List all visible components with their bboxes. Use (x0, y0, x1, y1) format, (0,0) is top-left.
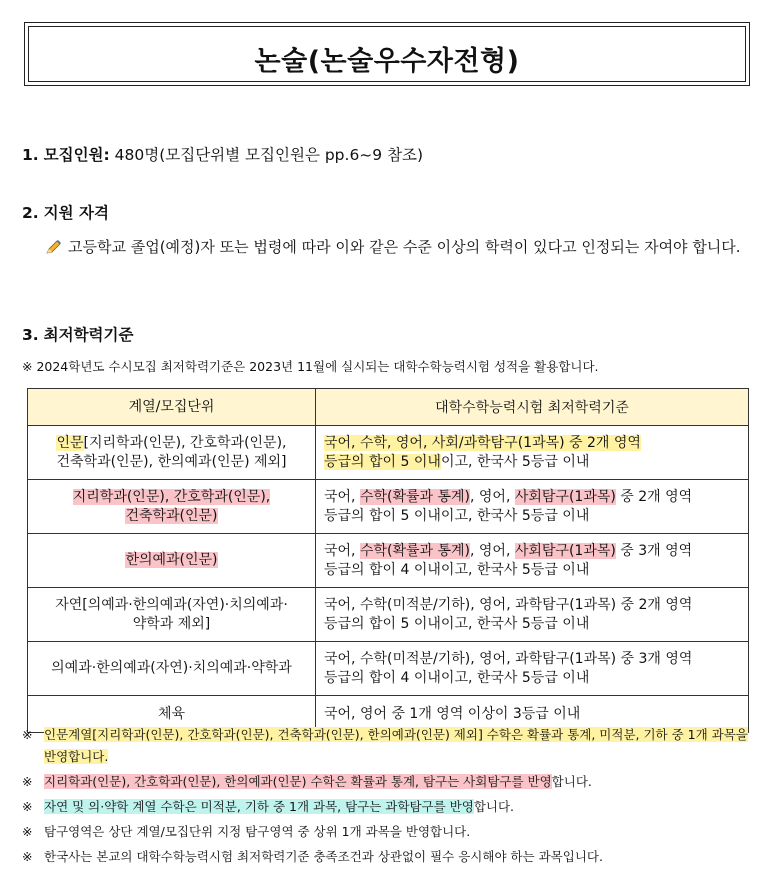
footnote (22, 724, 762, 768)
footnote-text: 인문계열[지리학과(인문), 간호학과(인문), 건축학과(인문), 한의예과(인문) 제외] 수학은 확률과 통계, 미적분, 기하 중 1개 과목을 반영합니다. (44, 727, 748, 764)
title-box (24, 22, 750, 86)
criteria-text: 중 3개 영역 (615, 542, 693, 559)
column-header-unit: 계열/모집단위 (28, 389, 316, 426)
criteria-cell (316, 534, 749, 588)
footnote-mark: ※ (22, 799, 33, 814)
section-recruitment (22, 143, 423, 165)
section-heading: 최저학력기준 (43, 326, 134, 344)
eligibility-text: 고등학교 졸업(예정)자 또는 법령에 따라 이와 같은 수준 이상의 학력이 있다고 인정되는 자여야 합니다. (68, 238, 741, 256)
criteria-text: , 영어, (470, 488, 515, 505)
section-number: 3. (22, 326, 39, 344)
unit-cell (28, 426, 316, 480)
footnote-text: 탐구영역은 상단 계열/모집단위 지정 탐구영역 중 상위 1개 과목을 반영합니다. (44, 824, 471, 839)
footnote (22, 771, 762, 793)
unit-text: 건축학과(인문), 한의예과(인문) 제외] (56, 453, 287, 470)
unit-text: 자연[의예과·한의예과(자연)·치의예과· (55, 596, 288, 613)
criteria-text: 등급의 합이 4 이내이고, 한국사 5등급 이내 (324, 561, 590, 578)
criteria-highlight: 수학(확률과 통계) (359, 488, 470, 505)
footnote-text: 한국사는 본교의 대학수학능력시험 최저학력기준 충족조건과 상관없이 필수 응시해야 하는 과목입니다. (44, 849, 603, 864)
unit-text: 체육 (157, 705, 186, 722)
criteria-text: 국어, 수학(미적분/기하), 영어, 과학탐구(1과목) 중 2개 영역 (324, 596, 693, 613)
section-text: 480명(모집단위별 모집인원은 pp.6~9 참조) (114, 146, 424, 164)
footnote-text: 합니다. (473, 799, 515, 814)
section-eligibility (22, 201, 109, 223)
unit-highlight: 건축학과(인문) (125, 507, 218, 524)
criteria-text: 국어, 수학(미적분/기하), 영어, 과학탐구(1과목) 중 3개 영역 (324, 650, 693, 667)
criteria-cell (316, 588, 749, 642)
section-note: ※ 2024학년도 수시모집 최저학력기준은 2023년 11월에 실시되는 대학수학능력시험 성적을 활용합니다. (22, 359, 599, 374)
section-heading: 지원 자격 (43, 204, 109, 222)
criteria-text: 등급의 합이 4 이내이고, 한국사 5등급 이내 (324, 669, 590, 686)
criteria-cell (316, 426, 749, 480)
footnote-highlight: 자연 및 의·약학 계열 수학은 미적분, 기하 중 1개 과목, 탐구는 과학탐구를 반영 (44, 799, 474, 814)
section-minimum-standard (22, 323, 133, 345)
criteria-cell (316, 642, 749, 696)
table-row (28, 426, 749, 480)
table-row (28, 588, 749, 642)
unit-cell (28, 534, 316, 588)
footnote (22, 846, 762, 868)
criteria-text: 이고, 한국사 5등급 이내 (440, 453, 590, 470)
section-number: 2. (22, 204, 39, 222)
pencil-icon (46, 236, 62, 250)
footnote-mark: ※ (22, 849, 33, 864)
table-row (28, 534, 749, 588)
unit-cell (28, 588, 316, 642)
criteria-text: 등급의 합이 5 이내이고, 한국사 5등급 이내 (324, 615, 590, 632)
footnote-highlight: 지리학과(인문), 간호학과(인문), 한의예과(인문) 수학은 확률과 통계, 탐구는 사회탐구를 반영 (44, 774, 552, 789)
footnote (22, 796, 762, 818)
criteria-text: , 영어, (470, 542, 515, 559)
section-number: 1. (22, 146, 39, 164)
unit-text: [지리학과(인문), 간호학과(인문), (83, 434, 287, 451)
criteria-table (27, 388, 749, 733)
unit-highlight: 지리학과(인문), 간호학과(인문), (72, 488, 271, 505)
page-title: 논술(논술우수자전형) (254, 46, 520, 77)
criteria-highlight: 국어, 수학, 영어, 사회/과학탐구(1과목) 중 2개 영역 (324, 434, 641, 451)
unit-text: 약학과 제외] (132, 615, 211, 632)
criteria-highlight: 수학(확률과 통계) (359, 542, 470, 559)
section-heading: 모집인원: (43, 146, 110, 164)
eligibility-bullet (46, 234, 756, 261)
table-header-row (28, 389, 749, 426)
criteria-text: 국어, (324, 542, 360, 559)
criteria-text: 국어, (324, 488, 360, 505)
criteria-highlight: 사회탐구(1과목) (514, 542, 616, 559)
table-row (28, 642, 749, 696)
unit-cell (28, 642, 316, 696)
criteria-highlight: 사회탐구(1과목) (514, 488, 616, 505)
criteria-text: 중 2개 영역 (615, 488, 693, 505)
table-row (28, 480, 749, 534)
unit-highlight: 인문 (56, 434, 84, 451)
footnotes (22, 724, 762, 871)
unit-highlight: 한의예과(인문) (125, 552, 218, 568)
column-header-criteria: 대학수학능력시험 최저학력기준 (316, 389, 749, 426)
criteria-text: 국어, 영어 중 1개 영역 이상이 3등급 이내 (324, 705, 581, 722)
unit-cell (28, 480, 316, 534)
footnote (22, 821, 762, 843)
criteria-highlight: 등급의 합이 5 이내 (324, 453, 441, 470)
criteria-cell (316, 480, 749, 534)
footnote-mark: ※ (22, 774, 33, 789)
footnote-mark: ※ (22, 824, 33, 839)
footnote-text: 합니다. (551, 774, 592, 789)
criteria-text: 등급의 합이 5 이내이고, 한국사 5등급 이내 (324, 507, 590, 524)
footnote-mark: ※ (22, 727, 33, 742)
unit-text: 의예과·한의예과(자연)·치의예과·약학과 (51, 660, 292, 676)
